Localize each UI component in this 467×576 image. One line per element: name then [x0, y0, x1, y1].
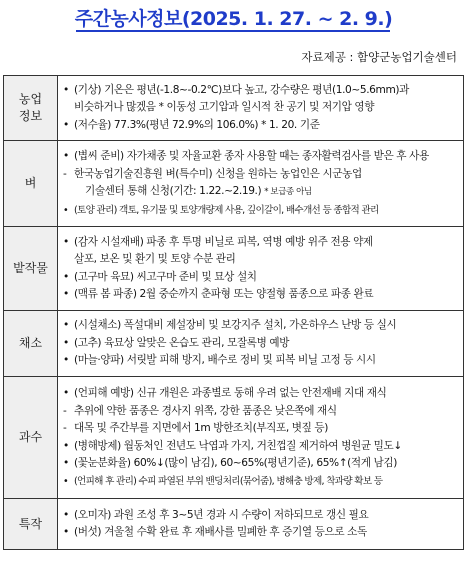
info-line: [63, 183, 459, 202]
row-special-crops: [4, 499, 464, 550]
info-line: • (감자 시설재배) 파종 후 투명 비닐로 피복, 역병 예방 위주 전용 약제: [63, 234, 459, 252]
info-line: • (볍씨 준비) 자가채종 및 자율교환 종자 사용할 때는 종자활력검사를 받은 후 사용: [63, 148, 459, 166]
category-fruit-trees: [4, 377, 58, 499]
content-fruit-trees: [58, 377, 464, 499]
info-line: • (오미자) 과원 조성 후 3~5년 경과 시 수량이 저하되므로 갱신 필요: [63, 507, 459, 525]
info-line: • (토양 관리) 객토, 유기물 및 토양개량제 사용, 깊이갈이, 배수개선 등 종합적 관리: [63, 202, 459, 220]
category-special-crops: [4, 499, 58, 550]
info-line: • (고추) 육묘상 알맞은 온습도 관리, 모잘록병 예방: [63, 335, 459, 353]
category-label: 특작: [18, 516, 43, 531]
content-vegetables: [58, 311, 464, 377]
info-line: • (기상) 기온은 평년(-1.8~-0.2℃)보다 높고, 강수량은 평년(1.0~5.6mm)과: [63, 82, 459, 100]
info-line: • (저수율) 77.3%(평년 72.9%의 106.0%) * 1. 20. 기준: [63, 117, 459, 135]
category-vegetables: [4, 311, 58, 377]
info-line: • (언피해 후 관리) 수피 파열된 부위 밴딩처리(묶어줌), 병해충 방제, 착과량 확보 등: [63, 473, 459, 491]
info-line: - 대목 및 주간부를 지면에서 1m 방한조치(부직포, 볏짚 등): [63, 420, 459, 438]
info-line: • (병해방제) 월동처인 전년도 낙엽과 가지, 거친껍질 제거하여 병원균 밀도↓: [63, 438, 459, 456]
category-label: 정보: [18, 109, 43, 123]
row-vegetables: [4, 311, 464, 377]
category-field-crops: [4, 227, 58, 311]
info-line: - 한국농업기술진흥원 벼(특수미) 신청을 원하는 농업인은 시군농업: [63, 166, 459, 184]
row-rice: [4, 141, 464, 227]
row-fruit-trees: [4, 377, 464, 499]
page-title: 주간농사정보(2025. 1. 27. ~ 2. 9.): [74, 8, 393, 30]
title-underline: [76, 30, 390, 32]
info-line: - 추위에 약한 품종은 경사지 위쪽, 강한 품종은 낮은쪽에 재식: [63, 403, 459, 421]
category-rice: [4, 141, 58, 227]
category-label: 과수: [18, 430, 43, 444]
info-line: • (버섯) 겨울철 수확 완료 후 재배사를 밀폐한 후 증기열 등으로 소독: [63, 524, 459, 542]
category-label: 벼: [24, 176, 37, 190]
info-line: • (시설채소) 폭설대비 제설장비 및 보강지주 설치, 가온하우스 난방 등 실시: [63, 317, 459, 335]
category-farm-info: [4, 76, 58, 141]
row-farm-info: [4, 76, 464, 141]
info-text: 기술센터 통해 신청(기간: 1.22.~2.19.): [85, 185, 262, 197]
farm-info-table: [3, 75, 464, 550]
content-field-crops: [58, 227, 464, 311]
category-label: 채소: [18, 336, 43, 350]
content-rice: [58, 141, 464, 227]
info-line: 살포, 보온 및 환기 및 토양 수분 관리: [74, 253, 236, 265]
source-credit: 자료제공 : 함양군농업기술센터: [301, 50, 457, 64]
info-note: * 보급종 아님: [264, 187, 312, 197]
info-line: • (맥류 봄 파종) 2월 중순까지 춘파형 또는 양절형 품종으로 파종 완료: [63, 286, 459, 304]
content-farm-info: [58, 76, 464, 141]
info-line: • (언피해 예방) 신규 개원은 과종별로 동해 우려 없는 안전재배 지대 재식: [63, 385, 459, 403]
info-line: • (고구마 육묘) 씨고구마 준비 및 묘상 설치: [63, 269, 459, 287]
info-line: 비슷하거나 많겠음 * 이동성 고기압과 일시적 찬 공기 및 저기압 영향: [74, 101, 375, 114]
info-line: • (꽃눈분화율) 60%↓(많이 남김), 60~65%(평년기준), 65%↑(적게 남김): [63, 455, 459, 473]
category-label: 농업: [18, 92, 43, 106]
info-line: • (마늘·양파) 서릿발 피해 방지, 배수로 정비 및 피복 비닐 고정 등 시시: [63, 352, 459, 370]
content-special-crops: [58, 499, 464, 550]
category-label: 밭작물: [13, 261, 48, 275]
row-field-crops: [4, 227, 464, 311]
